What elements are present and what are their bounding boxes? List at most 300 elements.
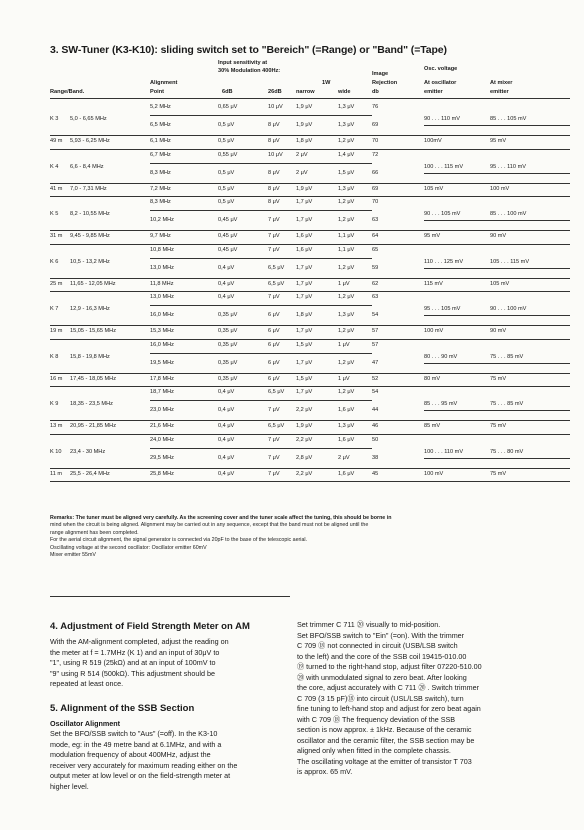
input-26db: 7 μV <box>268 233 280 240</box>
header-6db: 6dB <box>222 89 233 95</box>
input-1w-wide: 1,4 μV <box>338 151 355 158</box>
band-label: 25 m <box>50 280 63 287</box>
input-1w-narrow: 1,9 μV <box>296 185 313 192</box>
input-6db: 0,35 μV <box>218 341 238 348</box>
input-1w-wide: 1,3 μV <box>338 312 355 319</box>
osc-voltage: 85 mV <box>424 423 441 430</box>
input-26db: 6,5 μV <box>268 423 285 430</box>
paragraph-line: receiver very accurately for maximum reading either on the <box>50 760 238 770</box>
alignment-point: 13,0 MHz <box>150 264 174 271</box>
alignment-point: 16,0 MHz <box>150 312 174 319</box>
header-range-band: Range/Band. <box>50 89 85 95</box>
group-divider <box>50 196 570 197</box>
band-label: 41 m <box>50 185 63 192</box>
paragraph-line: C 709 ⑱ not connected in circuit (USB/LSB switch <box>297 641 458 650</box>
input-1w-narrow: 1,5 μV <box>296 341 313 348</box>
input-1w-wide: 1,3 μV <box>338 122 355 129</box>
input-1w-wide: 1,2 μV <box>338 294 355 301</box>
alignment-point: 25,8 MHz <box>150 470 174 477</box>
osc-underline <box>424 173 570 174</box>
input-26db: 6 μV <box>268 375 280 382</box>
section-3-title: 3. SW-Tuner (K3-K10): sliding switch set to "Bereich" (=Range) or "Band" (=Tape) <box>50 44 447 56</box>
remarks-line: Oscillating voltage at the second oscillator: Oscillator emitter 60mV <box>50 544 207 551</box>
image-rejection: 69 <box>372 185 379 192</box>
paragraph-line: C 709 (3 15 pF)⑱ into circuit (USL/LSB switch), turn <box>297 693 464 703</box>
paragraph-line: output meter at low level or on the field-strength meter at <box>50 771 231 780</box>
row-divider <box>150 163 372 164</box>
paragraph-line: ⑲ turned to the right-hand stop, adjust filter 07220-510.00 <box>297 662 482 671</box>
osc-underline <box>424 458 570 459</box>
input-26db: 10 μV <box>268 104 283 110</box>
paragraph-line: With the AM-alignment completed, adjust the reading on <box>50 637 229 646</box>
input-6db: 0,4 μV <box>218 280 235 287</box>
input-1w-wide: 1,6 μV <box>338 436 355 443</box>
input-1w-narrow: 1,7 μV <box>296 217 313 224</box>
input-26db: 6 μV <box>268 328 280 335</box>
header-input-sensitivity: Input sensitivity at <box>218 60 268 66</box>
paragraph-line: to the left) and the core of the SSB coil 19415-010.00 <box>297 651 467 661</box>
section-4-title: 4. Adjustment of Field Strength Meter on AM <box>50 621 250 632</box>
osc-voltage: 100mV <box>424 138 442 145</box>
osc-voltage: 95 . . . 105 mV <box>424 306 461 313</box>
section-5-body <box>50 729 308 792</box>
input-1w-narrow: 1,7 μV <box>296 359 313 366</box>
mixer-voltage: 90 mV <box>490 233 507 240</box>
osc-voltage: 90 . . . 110 mV <box>424 116 460 123</box>
header-rejection: Rejection <box>372 80 398 86</box>
input-26db: 7 μV <box>268 217 280 224</box>
alignment-point: 11,8 MHz <box>150 280 174 287</box>
input-6db: 0,35 μV <box>218 312 238 319</box>
input-6db: 0,45 μV <box>218 246 238 253</box>
paragraph-line: oscillator and the ceramic filter, the SSB section may be <box>297 735 475 745</box>
header-modulation: 30% Modulation 400Hz: <box>218 68 281 74</box>
osc-voltage: 100 mV <box>424 470 444 477</box>
image-rejection: 63 <box>372 217 379 224</box>
header-narrow: narrow <box>296 89 315 95</box>
image-rejection: 50 <box>372 436 379 443</box>
osc-voltage: 90 . . . 105 mV <box>424 211 461 218</box>
band-label: K 9 <box>50 401 59 408</box>
right-column <box>297 620 555 778</box>
input-26db: 8 μV <box>268 185 280 192</box>
band-label: K 5 <box>50 211 59 218</box>
input-1w-wide: 1,1 μV <box>338 233 355 240</box>
mixer-voltage: 95 mV <box>490 138 507 145</box>
header-at-oscillator: At oscillator <box>424 80 457 86</box>
mixer-voltage: 95 . . . 110 mV <box>490 163 526 170</box>
group-divider <box>50 386 570 387</box>
alignment-point: 19,5 MHz <box>150 359 174 366</box>
group-divider <box>50 481 570 482</box>
paragraph-line: fine tuning to left-hand stop and adjust for zero beat again <box>297 704 481 713</box>
input-6db: 0,4 μV <box>218 264 235 271</box>
paragraph-line: is approx. 65 mV. <box>297 767 353 776</box>
mixer-voltage: 90 mV <box>490 328 507 335</box>
paragraph-line: The oscillating voltage at the emitter of transistor T 703 <box>297 756 472 766</box>
band-label: 31 m <box>50 233 63 240</box>
input-1w-wide: 1,2 μV <box>338 264 355 271</box>
osc-voltage: 110 . . . 125 mV <box>424 258 464 265</box>
image-rejection: 66 <box>372 169 379 176</box>
osc-voltage: 100 . . . 110 mV <box>424 448 464 455</box>
paragraph-line: section is now approx. ± 1kHz. Because of the ceramic <box>297 725 472 734</box>
input-6db: 0,4 μV <box>218 470 235 477</box>
input-26db: 7 μV <box>268 407 280 414</box>
mixer-voltage: 75 . . . 85 mV <box>490 353 524 360</box>
band-range: 5,0 - 6,65 MHz <box>70 116 107 123</box>
row-divider <box>150 400 372 401</box>
input-26db: 10 μV <box>268 151 283 158</box>
alignment-point: 8,3 MHz <box>150 169 171 176</box>
input-1w-narrow: 1,8 μV <box>296 312 313 319</box>
input-26db: 7 μV <box>268 470 280 477</box>
oscillator-alignment-subtitle: Oscillator Alignment <box>50 718 121 728</box>
band-label: 19 m <box>50 328 63 335</box>
input-6db: 0,65 μV <box>218 104 238 110</box>
mixer-voltage: 85 . . . 105 mV <box>490 116 527 123</box>
row-divider <box>150 305 372 306</box>
row-divider <box>150 353 372 354</box>
input-6db: 0,4 μV <box>218 294 235 301</box>
input-1w-narrow: 1,9 μV <box>296 423 313 430</box>
paragraph-line: mode, eg: in the 49 metre band at 6.1MHz, and with a <box>50 739 222 749</box>
input-1w-wide: 2 μV <box>338 454 350 461</box>
image-rejection: 57 <box>372 341 379 348</box>
input-6db: 0,4 μV <box>218 389 235 396</box>
paragraph-line: ⑳ with unmodulated signal to zero beat. After looking <box>297 672 467 682</box>
input-6db: 0,55 μV <box>218 151 238 158</box>
input-1w-wide: 1,3 μV <box>338 185 355 192</box>
mixer-voltage: 75 . . . 80 mV <box>490 448 524 455</box>
input-1w-narrow: 2,2 μV <box>296 470 313 477</box>
row-divider <box>150 210 372 211</box>
group-divider <box>50 468 570 469</box>
alignment-point: 5,2 MHz <box>150 104 171 110</box>
input-1w-wide: 1 μV <box>338 375 350 382</box>
input-1w-wide: 1,2 μV <box>338 138 355 145</box>
remarks-line: range alignment has been completed. <box>50 529 139 536</box>
input-6db: 0,5 μV <box>218 138 235 145</box>
row-divider <box>150 258 372 259</box>
alignment-point: 23,0 MHz <box>150 407 174 414</box>
input-26db: 6 μV <box>268 359 280 366</box>
group-divider <box>50 434 570 435</box>
alignment-point: 17,8 MHz <box>150 375 174 382</box>
osc-underline <box>424 220 570 221</box>
remarks <box>50 515 570 559</box>
input-1w-narrow: 2 μV <box>296 151 308 158</box>
band-range: 25,5 - 26,4 MHz <box>70 470 110 477</box>
input-6db: 0,35 μV <box>218 359 238 366</box>
band-label: K 10 <box>50 448 62 455</box>
band-range: 9,45 - 9,85 MHz <box>70 233 110 240</box>
input-26db: 6 μV <box>268 341 280 348</box>
alignment-point: 24,0 MHz <box>150 436 174 443</box>
alignment-point: 7,2 MHz <box>150 185 171 192</box>
alignment-point: 9,7 MHz <box>150 233 171 240</box>
image-rejection: 69 <box>372 122 379 129</box>
alignment-point: 18,7 MHz <box>150 389 174 396</box>
image-rejection: 63 <box>372 294 379 301</box>
image-rejection: 70 <box>372 138 379 145</box>
alignment-point: 10,8 MHz <box>150 246 174 253</box>
mixer-voltage: 85 . . . 100 mV <box>490 211 527 218</box>
input-1w-wide: 1,3 μV <box>338 423 355 430</box>
input-1w-wide: 1,5 μV <box>338 169 355 176</box>
input-6db: 0,4 μV <box>218 436 235 443</box>
mixer-voltage: 90 . . . 100 mV <box>490 306 527 313</box>
image-rejection: 38 <box>372 454 379 461</box>
input-1w-narrow: 1,7 μV <box>296 389 313 396</box>
alignment-point: 6,1 MHz <box>150 138 171 145</box>
input-1w-wide: 1,2 μV <box>338 359 355 366</box>
osc-voltage: 100 mV <box>424 328 444 335</box>
paragraph-line: the meter at f = 1.7MHz (K 1) and an input of 30μV to <box>50 647 220 657</box>
input-1w-narrow: 2,8 μV <box>296 454 313 461</box>
alignment-point: 15,3 MHz <box>150 328 174 335</box>
paragraph-line: Set trimmer C 711 ⑳ visually to mid-position. <box>297 620 441 629</box>
input-6db: 0,4 μV <box>218 407 235 414</box>
mixer-voltage: 75 mV <box>490 470 507 477</box>
header-at-mixer: At mixer <box>490 80 513 86</box>
osc-voltage: 85 . . . 95 mV <box>424 401 458 408</box>
osc-voltage: 80 . . . 90 mV <box>424 353 458 360</box>
osc-voltage: 105 mV <box>424 185 444 192</box>
band-label: K 7 <box>50 306 59 313</box>
group-divider <box>50 135 570 136</box>
mixer-voltage: 75 mV <box>490 375 507 382</box>
input-26db: 6,5 μV <box>268 389 285 396</box>
paragraph-line: "1", using R 519 (25kΩ) and at an input of 100mV to <box>50 658 216 667</box>
paragraph-line: "9" using R 514 (500kΩ). This adjustment should be <box>50 668 215 678</box>
input-1w-narrow: 1,5 μV <box>296 375 313 382</box>
band-range: 8,2 - 10,55 MHz <box>70 211 110 218</box>
group-divider <box>50 291 570 292</box>
mixer-voltage: 105 mV <box>490 280 510 287</box>
input-26db: 8 μV <box>268 138 280 145</box>
alignment-point: 8,3 MHz <box>150 199 171 205</box>
image-rejection: 76 <box>372 104 379 110</box>
mixer-voltage: 75 mV <box>490 423 507 430</box>
input-1w-wide: 1,6 μV <box>338 470 355 477</box>
input-6db: 0,45 μV <box>218 233 238 240</box>
osc-voltage: 95 mV <box>424 233 441 240</box>
alignment-point: 10,2 MHz <box>150 217 174 224</box>
osc-underline <box>424 125 570 126</box>
band-label: 49 m <box>50 138 63 145</box>
input-26db: 8 μV <box>268 199 280 205</box>
input-26db: 6,5 μV <box>268 264 285 271</box>
input-1w-narrow: 1,6 μV <box>296 246 313 253</box>
osc-underline <box>424 268 570 269</box>
image-rejection: 46 <box>372 423 379 430</box>
group-divider <box>50 230 570 231</box>
input-1w-wide: 1,3 μV <box>338 104 355 110</box>
section-5-title: 5. Alignment of the SSB Section <box>50 702 195 714</box>
input-1w-narrow: 2 μV <box>296 169 308 176</box>
image-rejection: 52 <box>372 375 379 382</box>
input-1w-narrow: 1,7 μV <box>296 294 313 301</box>
alignment-point: 6,7 MHz <box>150 151 171 158</box>
band-label: K 6 <box>50 258 59 265</box>
alignment-point: 29,5 MHz <box>150 454 174 461</box>
paragraph-line: Set BFO/SSB switch to "Ein" (=on). With the trimmer <box>297 630 465 640</box>
image-rejection: 70 <box>372 199 379 205</box>
osc-underline <box>424 315 570 316</box>
input-1w-narrow: 1,9 μV <box>296 122 313 129</box>
band-range: 10,5 - 13,2 MHz <box>70 258 110 265</box>
input-1w-wide: 1,6 μV <box>338 407 355 414</box>
band-label: 11 m <box>50 470 63 477</box>
remarks-line: mind when the circuit is being aligned. Alignment may be carried out in any sequence, except that the band must not be aligned until the <box>50 522 369 529</box>
osc-voltage: 115 mV <box>424 280 443 287</box>
left-column <box>50 620 308 792</box>
group-divider <box>50 244 570 245</box>
input-26db: 8 μV <box>268 122 280 129</box>
input-1w-wide: 1,1 μV <box>338 246 355 253</box>
image-rejection: 72 <box>372 151 379 158</box>
input-1w-narrow: 1,7 μV <box>296 264 313 271</box>
section-4-body <box>50 637 308 690</box>
input-6db: 0,35 μV <box>218 375 238 382</box>
paragraph-line: repeated at least once. <box>50 679 124 688</box>
input-1w-wide: 1,2 μV <box>338 328 355 335</box>
input-1w-narrow: 1,8 μV <box>296 138 313 145</box>
alignment-point: 16,0 MHz <box>150 341 174 348</box>
band-label: 13 m <box>50 423 63 430</box>
group-divider <box>50 183 570 184</box>
section-divider <box>50 596 290 597</box>
group-divider <box>50 325 570 326</box>
remarks-line: Mixer emitter 55mV <box>50 552 96 559</box>
input-26db: 6 μV <box>268 312 280 319</box>
band-range: 23,4 - 30 MHz <box>70 448 106 455</box>
input-6db: 0,5 μV <box>218 185 235 192</box>
image-rejection: 57 <box>372 328 379 335</box>
image-rejection: 44 <box>372 407 379 414</box>
image-rejection: 62 <box>372 280 379 287</box>
band-range: 15,8 - 19,8 MHz <box>70 353 110 360</box>
header-26db: 26dB <box>268 89 282 95</box>
paragraph-line: with C 709 ⑱ The frequency deviation of the SSB <box>297 714 456 724</box>
band-range: 6,6 - 8,4 MHz <box>70 163 104 170</box>
input-6db: 0,4 μV <box>218 454 235 461</box>
remarks-line: For the aerial circuit alignment, the signal generator is connected via 20pF to the base of the telescopic aerial. <box>50 537 308 544</box>
image-rejection: 65 <box>372 246 379 253</box>
header-underline <box>50 98 570 99</box>
mixer-voltage: 105 . . . 115 mV <box>490 258 530 265</box>
band-range: 7,0 - 7,31 MHz <box>70 185 107 192</box>
paragraph-line: Set the BFO/SSB switch to "Aus" (=off). In the K3-10 <box>50 729 218 738</box>
input-6db: 0,5 μV <box>218 169 235 176</box>
band-range: 5,93 - 6,25 MHz <box>70 138 110 145</box>
input-6db: 0,45 μV <box>218 217 238 224</box>
input-1w-narrow: 2,2 μV <box>296 407 313 414</box>
input-1w-wide: 1,2 μV <box>338 217 355 224</box>
paragraph-line: modulation frequency of about 400MHz, adjust the <box>50 750 211 759</box>
header-point: Point <box>150 89 164 95</box>
osc-voltage: 100 . . . 115 mV <box>424 163 464 170</box>
header-emitter-mix: emitter <box>490 89 509 95</box>
image-rejection: 64 <box>372 233 379 240</box>
input-1w-narrow: 1,7 μV <box>296 280 313 287</box>
row-divider <box>150 115 372 116</box>
input-1w-narrow: 1,9 μV <box>296 104 313 110</box>
image-rejection: 54 <box>372 389 379 396</box>
header-1w: 1W <box>322 80 331 86</box>
group-divider <box>50 339 570 340</box>
remarks-line: Remarks: The tuner must be aligned very carefully. As the screening cover and the tuner scale affect the tuning, this should be borne in <box>50 515 392 521</box>
input-26db: 7 μV <box>268 246 280 253</box>
band-range: 18,35 - 23,5 MHz <box>70 401 113 408</box>
input-6db: 0,5 μV <box>218 122 235 129</box>
input-1w-narrow: 1,7 μV <box>296 199 313 205</box>
input-6db: 0,35 μV <box>218 328 238 335</box>
row-divider <box>150 448 372 449</box>
band-label: K 8 <box>50 353 59 360</box>
header-emitter-osc: emitter <box>424 89 443 95</box>
input-1w-wide: 1,2 μV <box>338 389 355 396</box>
band-label: K 3 <box>50 116 59 123</box>
header-wide: wide <box>338 89 351 95</box>
input-1w-wide: 1 μV <box>338 341 350 348</box>
image-rejection: 59 <box>372 264 379 271</box>
paragraph-line: higher level. <box>50 781 89 791</box>
header-alignment: Alignment <box>150 80 178 86</box>
input-26db: 6,5 μV <box>268 280 285 287</box>
group-divider <box>50 420 570 421</box>
band-range: 17,45 - 18,05 MHz <box>70 375 117 382</box>
band-range: 12,9 - 16,3 MHz <box>70 306 110 313</box>
paragraph-line: the core, adjust accurately with C 711 ⑳ . Switch trimmer <box>297 683 480 692</box>
alignment-point: 21,6 MHz <box>150 423 174 430</box>
image-rejection: 45 <box>372 470 379 477</box>
input-1w-narrow: 2,2 μV <box>296 436 313 443</box>
input-26db: 8 μV <box>268 169 280 176</box>
header-osc-voltage: Osc. voltage <box>424 66 458 72</box>
group-divider <box>50 149 570 150</box>
input-26db: 7 μV <box>268 436 280 443</box>
input-6db: 0,4 μV <box>218 423 235 430</box>
group-divider <box>50 278 570 279</box>
mixer-voltage: 75 . . . 85 mV <box>490 401 524 408</box>
image-rejection: 54 <box>372 312 379 319</box>
alignment-point: 6,5 MHz <box>150 122 171 129</box>
input-6db: 0,5 μV <box>218 199 235 205</box>
band-range: 20,95 - 21,85 MHz <box>70 423 117 430</box>
osc-voltage: 80 mV <box>424 375 441 382</box>
mixer-voltage: 100 mV <box>490 185 510 192</box>
header-image: Image <box>372 71 389 77</box>
image-rejection: 47 <box>372 359 379 366</box>
input-1w-narrow: 1,7 μV <box>296 328 313 335</box>
alignment-point: 13,0 MHz <box>150 294 174 301</box>
band-label: 16 m <box>50 375 63 382</box>
group-divider <box>50 373 570 374</box>
input-1w-narrow: 1,6 μV <box>296 233 313 240</box>
band-range: 11,65 - 12,05 MHz <box>70 280 116 287</box>
input-1w-wide: 1,2 μV <box>338 199 355 205</box>
input-1w-wide: 1 μV <box>338 280 350 287</box>
band-label: K 4 <box>50 163 59 170</box>
input-26db: 7 μV <box>268 294 280 301</box>
input-26db: 7 μV <box>268 454 280 461</box>
osc-underline <box>424 363 570 364</box>
right-column-body <box>297 620 555 778</box>
band-range: 15,05 - 15,65 MHz <box>70 328 117 335</box>
osc-underline <box>424 410 570 411</box>
